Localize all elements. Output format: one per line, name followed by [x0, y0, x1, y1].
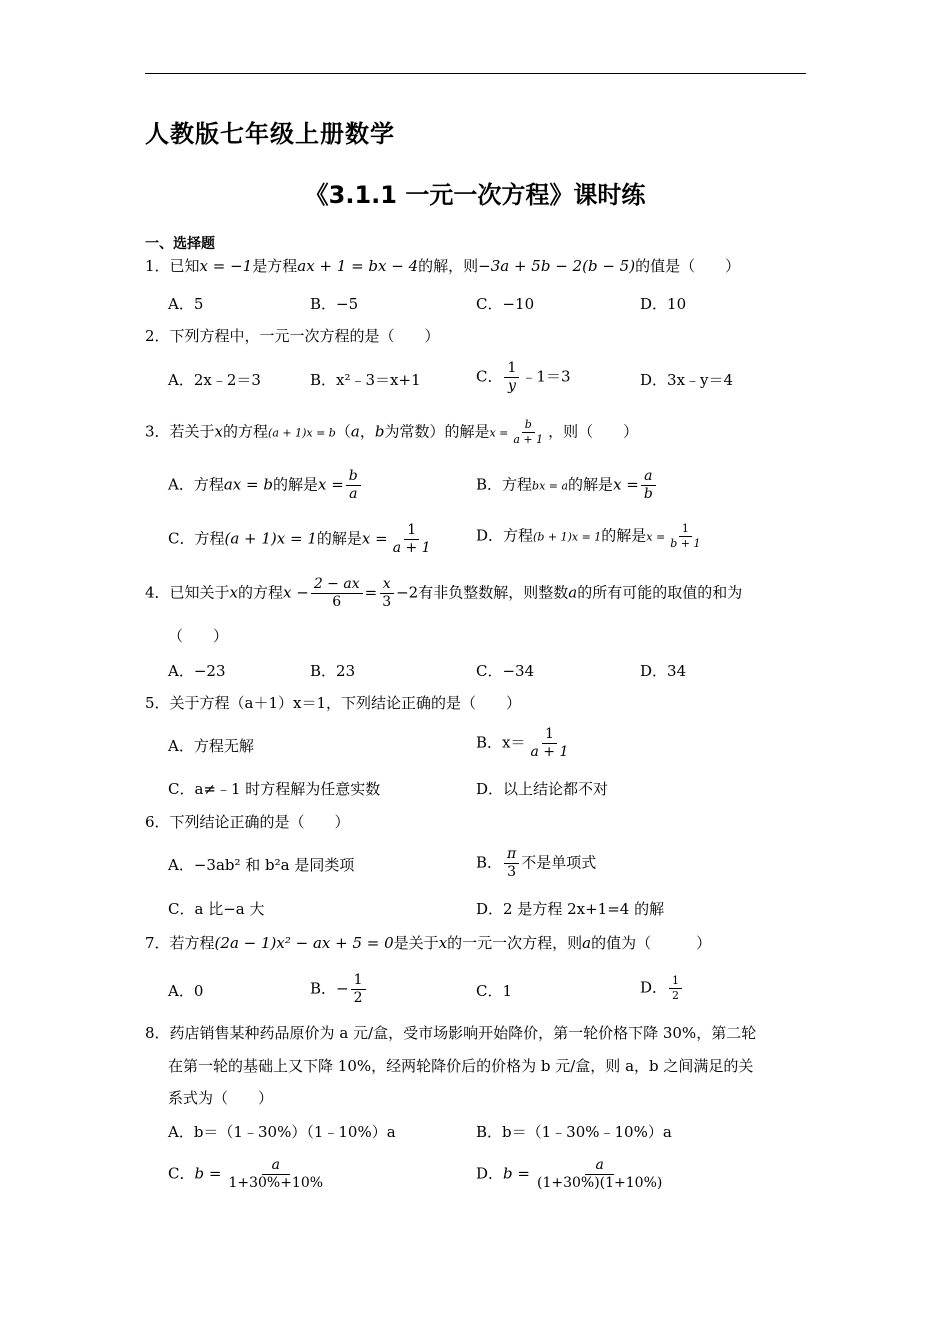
- q8-option-b[interactable]: B．b＝（1﹣30%﹣10%）a: [476, 1123, 672, 1141]
- q4-option-d[interactable]: D．34: [640, 662, 687, 680]
- q8-option-c[interactable]: C．b = $\frac{a}{1+30\%+10\%}$: [168, 1157, 324, 1191]
- q6-option-a[interactable]: A．−3ab² 和 b²a 是同类项: [168, 856, 355, 874]
- q6-option-b[interactable]: B． $\frac{\pi}{3}$ 不是单项式: [476, 846, 597, 880]
- q2-option-b[interactable]: B．x²﹣3＝x+1: [310, 371, 421, 389]
- q7-option-c[interactable]: C．1: [476, 982, 513, 1000]
- question-8-stem-line3: 系式为（ ）: [168, 1089, 274, 1107]
- q3-option-a[interactable]: A．方程ax = b的解是x = $\frac{b}{a}$: [168, 468, 363, 503]
- q2-option-d[interactable]: D．3x﹣y＝4: [640, 371, 734, 389]
- q4-option-a[interactable]: A．−23: [168, 662, 226, 680]
- q5-option-c[interactable]: C．a≠﹣1 时方程解为任意实数: [168, 780, 381, 798]
- question-5-stem: 5．关于方程（a＋1）x＝1，下列结论正确的是（ ）: [145, 694, 522, 712]
- q6-option-d[interactable]: D．2 是方程 2x+1=4 的解: [476, 900, 665, 918]
- q4-option-b[interactable]: B．23: [310, 662, 356, 680]
- q1-option-d[interactable]: D．10: [640, 295, 687, 313]
- q7-option-a[interactable]: A．0: [168, 982, 204, 1000]
- header-rule: [145, 73, 806, 74]
- q8-option-d[interactable]: D．b = $\frac{a}{(1+30\%)(1+10\%)}$: [476, 1157, 663, 1191]
- q6-option-c[interactable]: C．a 比−a 大: [168, 900, 265, 918]
- q3-option-b[interactable]: B．方程bx = a的解是x = $\frac{a}{b}$: [476, 468, 658, 503]
- q3-option-c[interactable]: C．方程(a + 1)x = 1的解是x = $\frac{1}{a + 1}$: [168, 522, 431, 556]
- q3-option-d[interactable]: D．方程(b + 1)x = 1的解是x = $\frac{1}{b + 1}$: [476, 522, 701, 550]
- question-6-stem: 6．下列结论正确的是（ ）: [145, 813, 350, 831]
- page-subtitle: 《3.1.1 一元一次方程》课时练: [304, 181, 646, 209]
- page-title: 人教版七年级上册数学: [145, 120, 395, 148]
- question-8-stem-line1: 8．药店销售某种药品原价为 a 元/盒，受市场影响开始降价，第一轮价格下降 30%，第二轮: [145, 1024, 757, 1042]
- question-8-stem-line2: 在第一轮的基础上又下降 10%，经两轮降价后的价格为 b 元/盒，则 a，b 之间满足的关: [168, 1057, 754, 1075]
- q7-option-b[interactable]: B．− $\frac{1}{2}$: [310, 972, 368, 1007]
- section-heading: 一、选择题: [145, 236, 215, 252]
- q8-option-a[interactable]: A．b＝（1﹣30%）（1﹣10%）a: [168, 1123, 396, 1141]
- q2-option-a[interactable]: A．2x﹣2＝3: [168, 371, 261, 389]
- q7-option-d[interactable]: D． $\frac{1}{2}$: [640, 974, 684, 1003]
- q2-option-c[interactable]: C． $\frac{1}{y}$ ﹣1＝3: [476, 360, 571, 394]
- question-7-stem: 7．若方程(2a − 1)x² − ax + 5 = 0是关于x的一元一次方程，则a的值为（ ）: [145, 934, 712, 952]
- question-1-stem: 1．已知x = −1是方程ax + 1 = bx − 4的解，则−3a + 5b − 2(b − 5)的值是（ ）: [145, 257, 741, 275]
- q1-option-a[interactable]: A．5: [168, 295, 204, 313]
- q4-option-c[interactable]: C．−34: [476, 662, 535, 680]
- q5-option-b[interactable]: B．x＝ $\frac{1}{a + 1}$: [476, 726, 569, 760]
- question-4-stem: 4．已知关于x的方程x − $\frac{2 - ax}{6}$ = $\frac{x}{3}$ −2有非负整数解，则整数a的所有可能的取值的和为: [145, 576, 743, 610]
- question-4-stem-cont: （ ）: [168, 627, 229, 645]
- q1-option-c[interactable]: C．−10: [476, 295, 535, 313]
- q5-option-a[interactable]: A．方程无解: [168, 737, 254, 755]
- question-2-stem: 2．下列方程中，一元一次方程的是（ ）: [145, 327, 440, 345]
- q1-option-b[interactable]: B．−5: [310, 295, 359, 313]
- q5-option-d[interactable]: D．以上结论都不对: [476, 780, 609, 798]
- question-3-stem: 3．若关于x的方程(a + 1)x = b（a，b为常数）的解是x = $\frac{b}{a + 1}$ ，则（ ）: [145, 418, 639, 446]
